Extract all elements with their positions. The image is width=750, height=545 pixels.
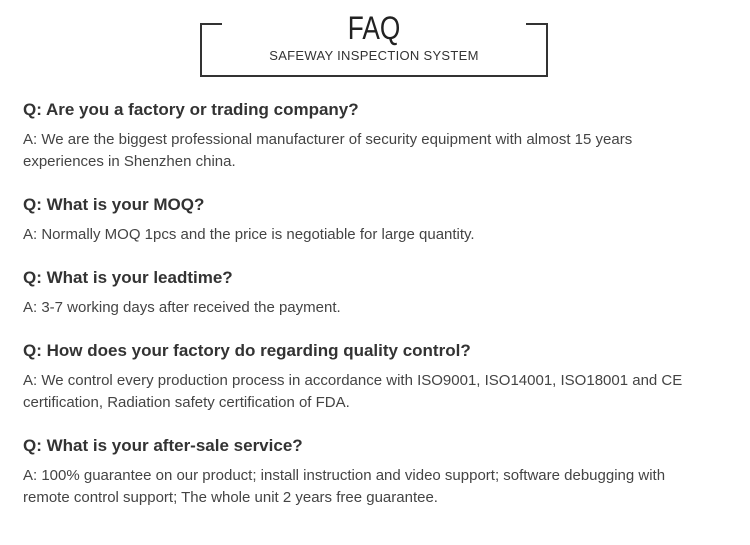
- faq-question: Q: What is your MOQ?: [23, 195, 205, 214]
- faq-question: Q: How does your factory do regarding quality control?: [23, 341, 471, 360]
- faq-item: [23, 339, 703, 414]
- faq-answer: A: Normally MOQ 1pcs and the price is negotiable for large quantity.: [23, 226, 475, 243]
- faq-question: Q: Are you a factory or trading company?: [23, 100, 359, 119]
- faq-header-frame: [200, 10, 548, 77]
- frame-top-right-tick: [526, 23, 548, 25]
- faq-answer: A: 3-7 working days after received the payment.: [23, 299, 341, 316]
- faq-question: Q: What is your after-sale service?: [23, 436, 303, 455]
- page-title: FAQ: [347, 10, 401, 46]
- faq-answer: A: 100% guarantee on our product; install instruction and video support; software debugging with remote control support; The whole unit 2 years free guarantee.: [23, 467, 666, 506]
- faq-answer: A: We control every production process in accordance with ISO9001, ISO14001, ISO18001 and CE certification, Radiation safety certification of FDA.: [23, 372, 683, 411]
- faq-list: [23, 98, 703, 509]
- faq-item: [23, 98, 703, 173]
- frame-top-left-tick: [200, 23, 222, 25]
- faq-item: [23, 266, 703, 319]
- faq-item: [23, 193, 703, 246]
- faq-question: Q: What is your leadtime?: [23, 268, 233, 287]
- page-subtitle: SAFEWAY INSPECTION SYSTEM: [269, 48, 479, 63]
- faq-item: [23, 434, 703, 509]
- faq-answer: A: We are the biggest professional manufacturer of security equipment with almost 15 years experiences in Shenzhen china.: [23, 131, 633, 170]
